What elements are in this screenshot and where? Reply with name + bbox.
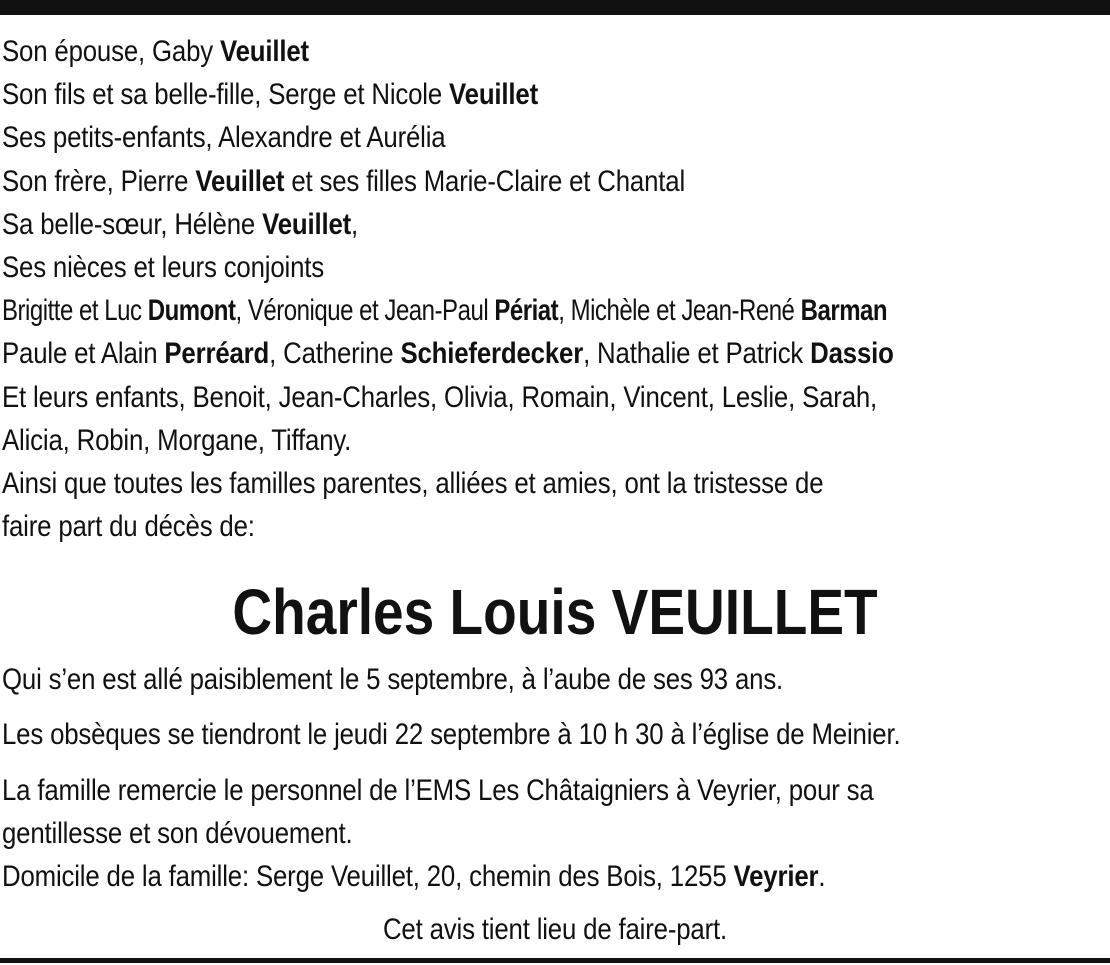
family-line <box>2 246 953 289</box>
detail-line <box>2 713 953 756</box>
text-run: , Catherine <box>269 337 401 371</box>
notice-details <box>2 658 1108 898</box>
text-run: Ses nièces et leurs conjoints <box>2 250 324 284</box>
text-run: Domicile de la famille: Serge Veuillet, 20, chemin des Bois, 1255 <box>2 860 734 893</box>
bold-surname: Veuillet <box>262 207 352 241</box>
family-line <box>2 289 887 332</box>
text-run: , <box>351 207 359 241</box>
text-run: La famille remercie le personnel de l’EMS Les Châtaigniers à Veyrier, pour sa <box>2 773 874 807</box>
family-line <box>2 203 953 246</box>
bold-surname: Périat <box>494 294 559 328</box>
detail-line <box>2 855 953 898</box>
text-run: Ses petits-enfants, Alexandre et Aurélia <box>2 121 446 155</box>
text-run: Et leurs enfants, Benoit, Jean-Charles, Olivia, Romain, Vincent, Leslie, Sarah, <box>2 380 878 414</box>
family-line <box>2 419 953 462</box>
detail-line <box>2 769 953 812</box>
text-run: gentillesse et son dévouement. <box>2 816 353 850</box>
bold-surname: Veuillet <box>195 164 285 198</box>
detail-line <box>2 812 953 855</box>
bold-surname: Veuillet <box>219 35 309 68</box>
bold-surname: Dassio <box>810 337 894 371</box>
footer-note: Cet avis tient lieu de faire-part. <box>382 913 728 947</box>
text-run: Brigitte et Luc <box>2 294 148 328</box>
text-run: faire part du décès de: <box>2 510 255 544</box>
detail-line <box>2 658 953 701</box>
text-run: , Véronique et Jean-Paul <box>235 294 495 328</box>
family-line <box>2 376 953 419</box>
family-line <box>2 30 953 73</box>
text-run: Son fils et sa belle-fille, Serge et Nicole <box>2 78 450 112</box>
text-run: Ainsi que toutes les familles parentes, alliées et amies, ont la tristesse de <box>2 466 824 500</box>
family-line <box>2 160 953 203</box>
text-run: Alicia, Robin, Morgane, Tiffany. <box>2 423 352 457</box>
family-line <box>2 73 953 116</box>
text-run: Les obsèques se tiendront le jeudi 22 septembre à 10 h 30 à l’église de Meinier. <box>2 718 901 752</box>
text-run: Son frère, Pierre <box>2 164 196 198</box>
obituary-notice <box>2 30 1108 951</box>
family-line <box>2 462 953 505</box>
family-list <box>2 30 1108 548</box>
bold-surname: Dumont <box>147 294 236 328</box>
family-line <box>2 332 953 375</box>
bold-surname: Perréard <box>164 337 270 371</box>
text-run: Paule et Alain <box>2 337 165 371</box>
text-run: Qui s’en est allé paisiblement le 5 septembre, à l’aube de ses 93 ans. <box>2 663 784 697</box>
text-run: Son épouse, Gaby <box>2 35 220 68</box>
bold-surname: Barman <box>800 294 888 328</box>
text-run: , Nathalie et Patrick <box>583 337 811 371</box>
text-run: et ses filles Marie-Claire et Chantal <box>284 164 686 198</box>
bold-surname: Schieferdecker <box>400 337 584 371</box>
top-rule <box>0 0 1110 15</box>
bold-surname: Veyrier <box>733 860 819 893</box>
family-line <box>2 505 953 548</box>
text-run: . <box>818 860 826 893</box>
bold-surname: Veuillet <box>449 78 538 112</box>
bottom-rule <box>0 958 1110 963</box>
family-line <box>2 116 953 159</box>
deceased-name: Charles Louis VEUILLET <box>232 576 878 649</box>
text-run: , Michèle et Jean-René <box>558 294 801 328</box>
text-run: Sa belle-sœur, Hélène <box>2 207 263 241</box>
